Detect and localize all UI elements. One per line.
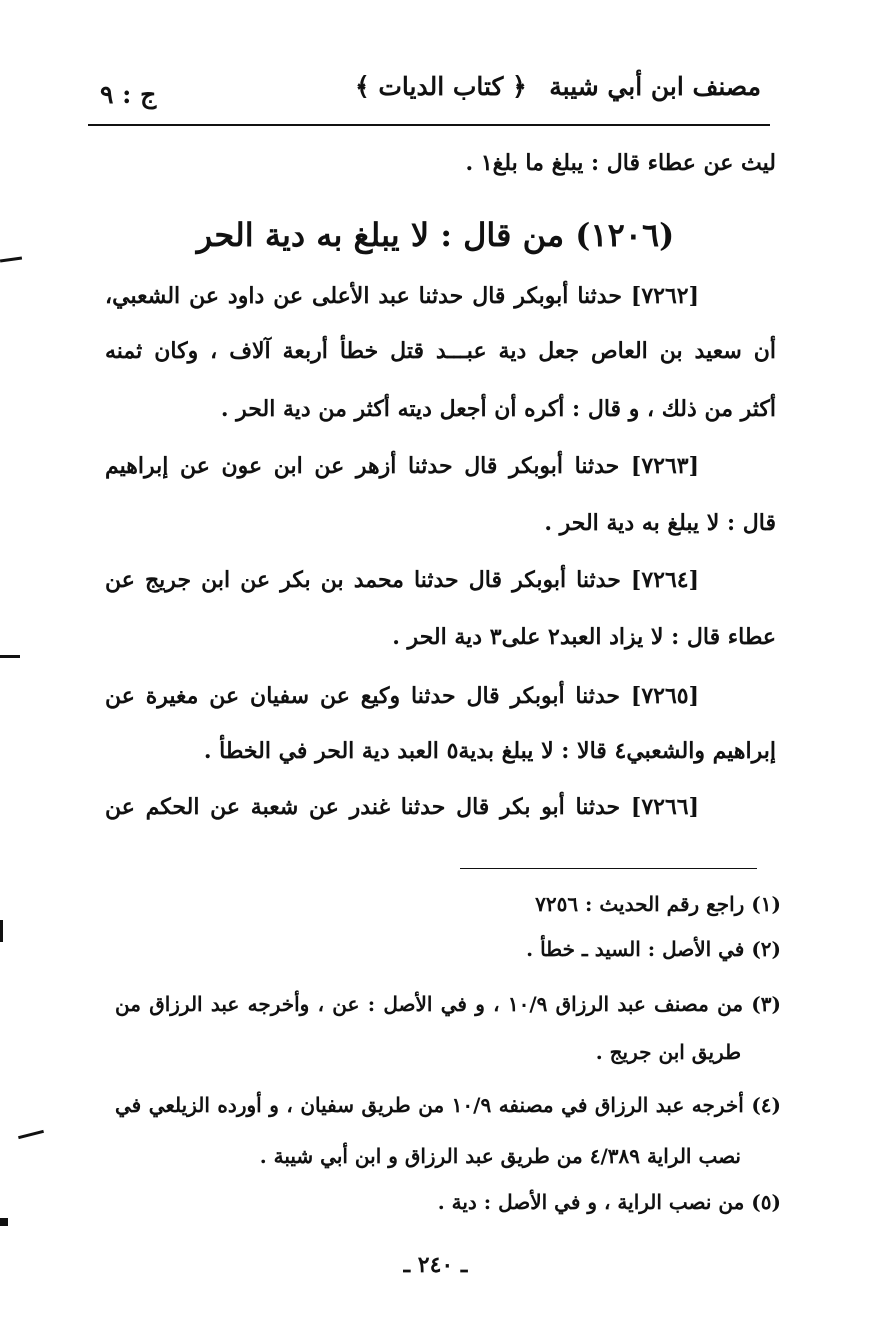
scan-mark [0, 920, 3, 942]
hadith-7264-line-1: [٧٢٦٤] حدثنا أبوبكر قال حدثنا محمد بن بكر عن ابن جريج عن [105, 567, 699, 593]
footnote-rule [460, 868, 757, 869]
footnote-3-line-2: طريق ابن جريج . [595, 1040, 741, 1064]
footnote-3-line-1: (٣) من مصنف عبد الرزاق ١٠/٩ ، و في الأصل : عن ، وأخرجه عبد الرزاق من [115, 992, 781, 1016]
volume-number: ج : ٩ [100, 80, 157, 109]
hadith-7262-line-2: أن سعيد بن العاص جعل دية عبـــد قتل خطأ أربعة آلاف ، وكان ثمنه [105, 338, 776, 364]
hadith-7264-line-2: عطاء قال : لا يزاد العبد٢ على٣ دية الحر . [392, 624, 776, 650]
intro-line: ليث عن عطاء قال : يبلغ ما بلغ١ . [465, 150, 776, 176]
hadith-7263-line-2: قال : لا يبلغ به دية الحر . [544, 510, 776, 536]
book-title: مصنف ابن أبي شيبة [549, 72, 761, 101]
scan-mark [0, 256, 22, 262]
page-number: ـ ٢٤٠ ـ [403, 1252, 468, 1278]
hadith-7265-line-2: إبراهيم والشعبي٤ قالا : لا يبلغ بدية٥ العبد دية الحر في الخطأ . [203, 738, 776, 764]
footnote-4-line-2: نصب الراية ٤/٣٨٩ من طريق عبد الرزاق و ابن أبي شيبة . [259, 1144, 741, 1168]
section-heading: (١٢٠٦) من قال : لا يبلغ به دية الحر [196, 216, 675, 254]
footnote-4-line-1: (٤) أخرجه عبد الرزاق في مصنفه ١٠/٩ من طريق سفيان ، و أورده الزيلعي في [115, 1093, 782, 1117]
footnote-1: (١) راجع رقم الحديث : ٧٢٥٦ [535, 892, 781, 916]
hadith-7266-line-1: [٧٢٦٦] حدثنا أبو بكر قال حدثنا غندر عن شعبة عن الحكم عن [105, 794, 699, 820]
hadith-7262-line-1: [٧٢٦٢] حدثنا أبوبكر قال حدثنا عبد الأعلى عن داود عن الشعبي، [105, 283, 699, 309]
scan-mark [0, 1218, 8, 1226]
hadith-7263-line-1: [٧٢٦٣] حدثنا أبوبكر قال حدثنا أزهر عن ابن عون عن إبراهيم [105, 453, 699, 479]
hadith-7265-line-1: [٧٢٦٥] حدثنا أبوبكر قال حدثنا وكيع عن سفيان عن مغيرة عن [105, 683, 699, 709]
header-rule [88, 124, 770, 126]
scan-mark [0, 655, 20, 658]
chapter-title: ﴿ كتاب الديات ﴾ [355, 72, 527, 101]
hadith-7262-line-3: أكثر من ذلك ، و قال : أكره أن أجعل ديته أكثر من دية الحر . [220, 396, 776, 422]
footnote-2: (٢) في الأصل : السيد ـ خطأ . [526, 937, 781, 961]
footnote-5: (٥) من نصب الراية ، و في الأصل : دية . [437, 1190, 781, 1214]
scan-mark [18, 1130, 44, 1139]
